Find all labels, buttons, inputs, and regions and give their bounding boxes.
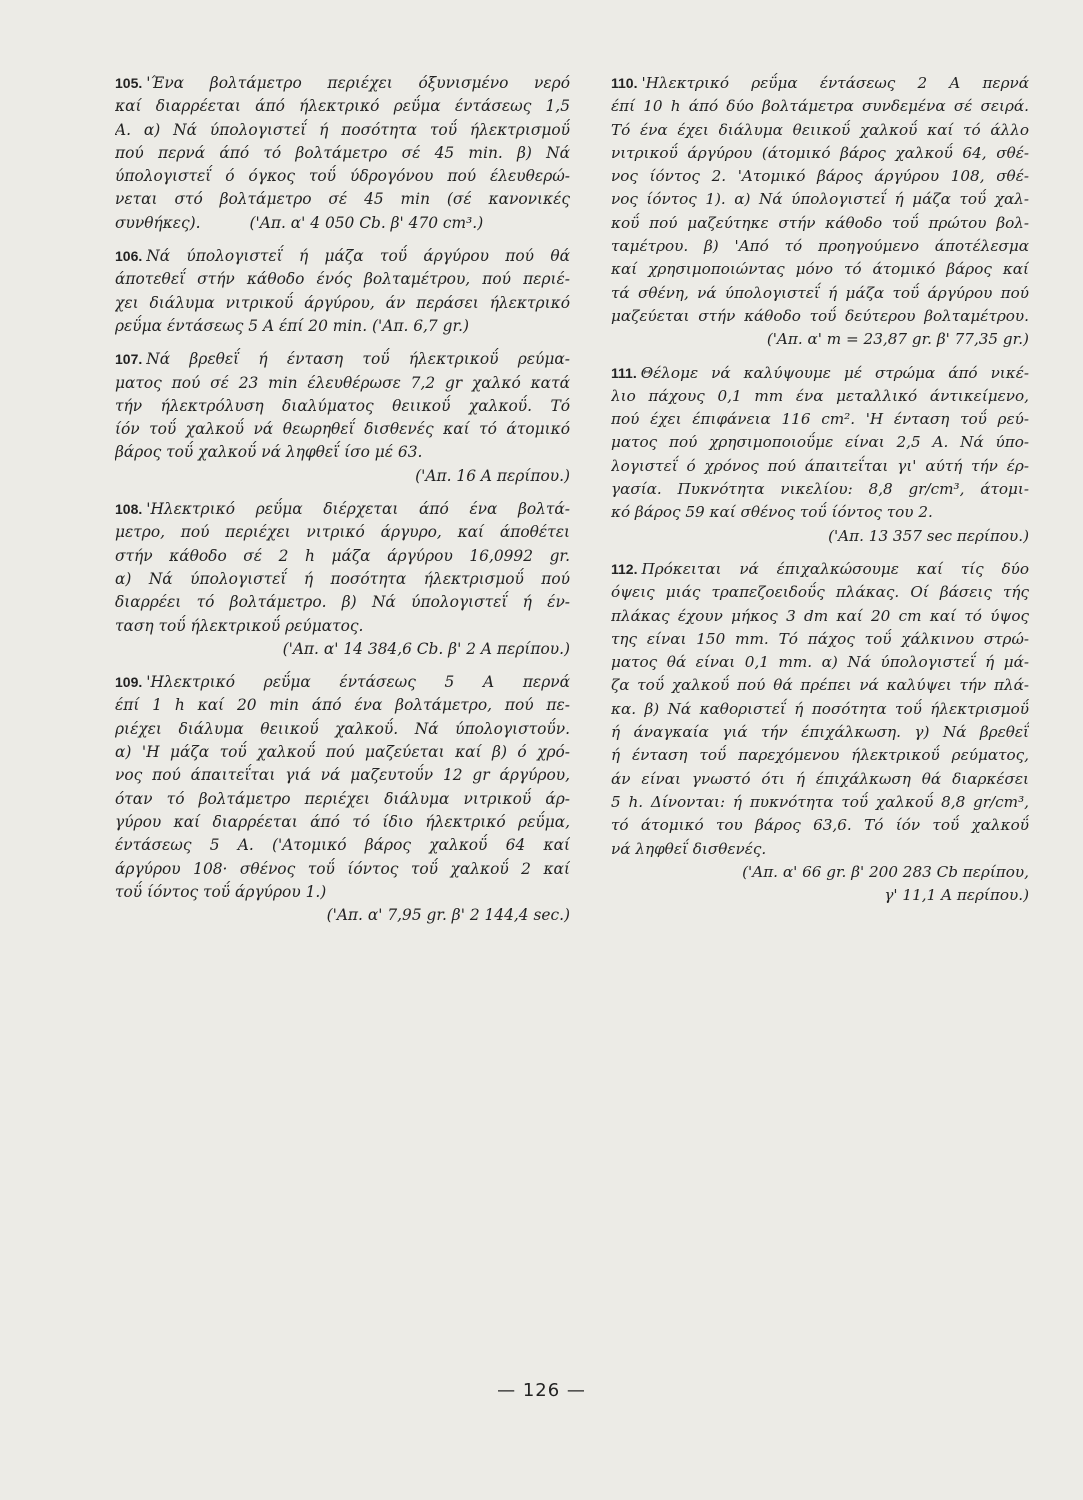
problem-line: άργύρου 108· σθένος τοΰ ίόντος τοΰ χαλκοΰ 2 καί xyxy=(115,859,570,878)
problem-line: Νά ύπολογιστεΐ ή μάζα τοΰ άργύρου πού θά xyxy=(146,247,570,266)
problem-line: ματος πού σέ 23 min έλευθέρωσε 7,2 gr χαλκό κατά xyxy=(115,373,570,392)
problem-line: κα. β) Νά καθοριστεΐ ή ποσότητα τοΰ ήλεκτρισμοΰ xyxy=(611,699,1029,718)
problem-106 xyxy=(115,245,570,338)
answer-line: ('Απ. α' 14 384,6 Cb. β' 2 Α περίπου.) xyxy=(282,639,570,658)
problem-line: της είναι 150 mm. Τό πάχος τοΰ χάλκινου στρώ- xyxy=(611,629,1029,648)
problem-line: ή ένταση τοΰ παρεχόμενου ήλεκτρικοΰ ρεύματος, xyxy=(611,746,1029,765)
problem-line: μαζεύεται στήν κάθοδο τοΰ δεύτερου βολταμέτρου. xyxy=(611,306,1029,325)
problem-number: 107. xyxy=(115,351,143,368)
problem-line: νος ίόντος 2. 'Ατομικό βάρος άργύρου 108, σθέ- xyxy=(611,167,1029,186)
problem-line: έντάσεως 5 Α. ('Ατομικό βάρος χαλκοΰ 64 καί xyxy=(115,836,570,855)
problem-line: λογιστεΐ ό χρόνος πού άπαιτεΐται γι' αύτή τήν έρ- xyxy=(611,456,1029,475)
answer-line: ('Απ. α' m = 23,87 gr. β' 77,35 gr.) xyxy=(766,330,1029,349)
problem-line: ριέχει διάλυμα θειικοΰ χαλκοΰ. Νά ύπολογιστοΰν. xyxy=(115,719,570,738)
left-column xyxy=(115,72,570,937)
problem-line: α) Νά ύπολογιστεΐ ή ποσότητα ήλεκτρισμοΰ πού xyxy=(115,569,570,588)
problem-number: 109. xyxy=(115,674,143,691)
problem-line: Τό ένα έχει διάλυμα θειικοΰ χαλκοΰ καί τό άλλο xyxy=(611,120,1029,139)
problem-line: άποτεθεΐ στήν κάθοδο ένός βολταμέτρου, πού περιέ- xyxy=(115,270,570,289)
answer-line: συνθήκες). ('Απ. α' 4 050 Cb. β' 470 cm³.) xyxy=(115,213,484,232)
problem-line: Πρόκειται νά έπιχαλκώσουμε καί τίς δύο xyxy=(641,559,1029,578)
problem-line: άν είναι γνωστό ότι ή έπιχάλκωση θά διαρκέσει xyxy=(611,769,1029,788)
problem-line: τά σθένη, νά ύπολογιστεΐ ή μάζα τοΰ άργύρου πού xyxy=(611,283,1029,302)
problem-line: βάρος τοΰ χαλκοΰ νά ληφθεΐ ίσο μέ 63. xyxy=(115,443,423,462)
problem-line: όψεις μιάς τραπεζοειδοΰς πλάκας. Οί βάσεις τής xyxy=(611,583,1029,602)
problem-line: νιτρικοΰ άργύρου (άτομικό βάρος χαλκοΰ 64, σθέ- xyxy=(611,143,1029,162)
problem-line: 'Ένα βολτάμετρο περιέχει όξυνισμένο νερό xyxy=(146,74,570,92)
problem-line: Νά βρεθεΐ ή ένταση τοΰ ήλεκτρικοΰ ρεύμα- xyxy=(146,350,570,369)
problem-line: τό άτομικό του βάρος 63,6. Τό ίόν τοΰ χαλκοΰ xyxy=(611,816,1029,835)
problem-line: νος ίόντος 1). α) Νά ύπολογιστεΐ ή μάζα τοΰ χαλ- xyxy=(611,190,1029,209)
problem-number: 110. xyxy=(611,75,638,91)
problem-line: διαρρέει τό βολτάμετρο. β) Νά ύπολογιστεΐ ή έν- xyxy=(115,593,570,612)
problem-line: έπί 1 h καί 20 min άπό ένα βολτάμετρο, πού πε- xyxy=(115,696,570,715)
problem-line: γασία. Πυκνότητα νικελίου: 8,8 gr/cm³, άτομι- xyxy=(611,480,1029,499)
answer-line: ('Απ. 16 Α περίπου.) xyxy=(415,466,570,485)
problem-line: πλάκας έχουν μήκος 3 dm καί 20 cm καί τό ύψος xyxy=(611,606,1029,625)
problem-line: πού έχει έπιφάνεια 116 cm². 'Η ένταση τοΰ ρεύ- xyxy=(611,410,1029,429)
problem-107 xyxy=(115,348,570,488)
problem-number: 112. xyxy=(611,560,638,577)
problem-line: ή άναγκαία γιά τήν έπιχάλκωση. γ) Νά βρεθεΐ xyxy=(611,723,1029,742)
answer-line: γ' 11,1 Α περίπου.) xyxy=(884,886,1029,905)
problem-line: ύπολογιστεΐ ό όγκος τοΰ ύδρογόνου πού έλευθερώ- xyxy=(115,167,570,186)
problem-line: κό βάρος 59 καί σθένος τοΰ ίόντος του 2. xyxy=(611,503,933,522)
right-column xyxy=(611,72,1029,917)
answer-line: ('Απ. α' 66 gr. β' 200 283 Cb περίπου, xyxy=(742,862,1029,881)
problem-number: 106. xyxy=(115,248,143,265)
problem-line: 'Ηλεκτρικό ρεΰμα έντάσεως 2 Α περνά xyxy=(641,74,1029,92)
problem-108 xyxy=(115,498,570,661)
problem-line: κοΰ πού μαζεύτηκε στήν κάθοδο τοΰ πρώτου βολ- xyxy=(611,213,1029,232)
page-number: — 126 — xyxy=(497,1380,586,1401)
problem-line: πού περνά άπό τό βολτάμετρο σέ 45 min. β) Νά xyxy=(115,143,570,162)
problem-line: Θέλομε νά καλύψουμε μέ στρώμα άπό νικέ- xyxy=(640,363,1029,382)
problem-line: Α. α) Νά ύπολογιστεΐ ή ποσότητα τοΰ ήλεκτρισμοΰ xyxy=(115,120,570,139)
problem-line: τήν ήλεκτρόλυση διαλύματος θειικοΰ χαλκοΰ. Τό xyxy=(115,396,570,415)
problem-112 xyxy=(611,558,1029,907)
problem-105 xyxy=(115,72,570,235)
problem-line: λιο πάχους 0,1 mm ένα μεταλλικό άντικείμενο, xyxy=(611,386,1029,405)
problem-line: ταμέτρου. β) 'Από τό προηγούμενο άποτέλεσμα xyxy=(611,237,1029,256)
answer-line: ('Απ. 13 357 sec περίπου.) xyxy=(828,526,1029,545)
problem-line: στήν κάθοδο σέ 2 h μάζα άργύρου 16,0992 gr. xyxy=(115,546,570,565)
problem-line: ζα τοΰ χαλκοΰ πού θά πρέπει νά καλύψει τήν πλά- xyxy=(611,676,1029,695)
problem-number: 105. xyxy=(115,75,143,91)
problem-line: ίόν τοΰ χαλκοΰ νά θεωρηθεΐ δισθενές καί τό άτομικό xyxy=(115,420,570,439)
problem-line: νεται στό βολτάμετρο σέ 45 min (σέ κανονικές xyxy=(115,190,570,209)
answer-line: ('Απ. α' 7,95 gr. β' 2 144,4 sec.) xyxy=(326,906,570,925)
problem-number: 111. xyxy=(611,364,637,381)
problem-line: α) 'Η μάζα τοΰ χαλκοΰ πού μαζεύεται καί β) ό χρό- xyxy=(115,743,570,762)
problem-110 xyxy=(611,72,1029,352)
problem-line: 'Ηλεκτρικό ρεΰμα έντάσεως 5 Α περνά xyxy=(146,673,570,692)
problem-line: καί χρησιμοποιώντας μόνο τό άτομικό βάρος καί xyxy=(611,260,1029,279)
answer-line: ρεΰμα έντάσεως 5 Α έπί 20 min. ('Απ. 6,7 gr.) xyxy=(115,316,470,335)
problem-line: γύρου καί διαρρέεται άπό τό ίδιο ήλεκτρικό ρεΰμα, xyxy=(115,812,570,831)
problem-line: ματος πού χρησιμοποιοΰμε είναι 2,5 Α. Νά ύπο- xyxy=(611,433,1029,452)
problem-line: νά ληφθεΐ δισθενές. xyxy=(611,839,767,858)
problem-line: ματος θά είναι 0,1 mm. α) Νά ύπολογιστεΐ ή μά- xyxy=(611,653,1029,672)
problem-line: νος πού άπαιτεΐται γιά νά μαζευτοΰν 12 gr άργύρου, xyxy=(115,766,570,785)
problem-line: 5 h. Δίνονται: ή πυκνότητα τοΰ χαλκοΰ 8,8 gr/cm³, xyxy=(611,792,1029,811)
problem-number: 108. xyxy=(115,501,143,518)
problem-line: καί διαρρέεται άπό ήλεκτρικό ρεΰμα έντάσεως 1,5 xyxy=(115,97,570,116)
problem-line: μετρο, πού περιέχει νιτρικό άργυρο, καί άποθέτει xyxy=(115,523,570,542)
problem-111 xyxy=(611,362,1029,548)
problem-line: χει διάλυμα νιτρικοΰ άργύρου, άν περάσει ήλεκτρικό xyxy=(115,293,570,312)
problem-line: ταση τοΰ ήλεκτρικοΰ ρεύματος. xyxy=(115,616,364,635)
problem-line: όταν τό βολτάμετρο περιέχει διάλυμα νιτρικοΰ άρ- xyxy=(115,789,570,808)
problem-109 xyxy=(115,671,570,927)
problem-line: 'Ηλεκτρικό ρεΰμα διέρχεται άπό ένα βολτά- xyxy=(146,500,570,519)
problem-line: τοΰ ίόντος τοΰ άργύρου 1.) xyxy=(115,882,327,901)
problem-line: έπί 10 h άπό δύο βολτάμετρα συνδεμένα σέ σειρά. xyxy=(611,97,1029,116)
